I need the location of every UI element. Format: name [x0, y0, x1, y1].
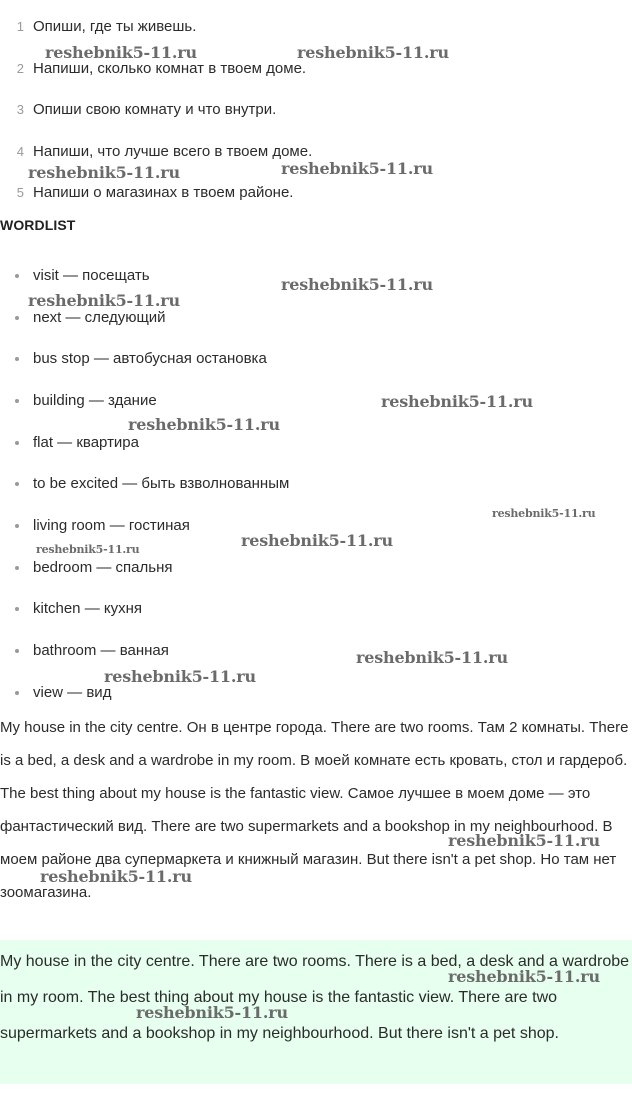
- wordlist-item-text: kitchen — кухня: [33, 600, 142, 617]
- watermark: reshebnik5-11.ru: [40, 867, 192, 886]
- task-number: 1: [16, 19, 24, 34]
- wordlist-item-text: living room — гостиная: [33, 517, 190, 534]
- bullet-icon: [15, 482, 19, 486]
- bullet-icon: [15, 357, 19, 361]
- wordlist-item-text: visit — посещать: [33, 267, 150, 284]
- watermark: reshebnik5-11.ru: [128, 415, 280, 434]
- bullet-icon: [15, 691, 19, 695]
- bullet-icon: [15, 274, 19, 278]
- watermark: reshebnik5-11.ru: [45, 43, 197, 62]
- watermark: reshebnik5-11.ru: [492, 507, 596, 520]
- bullet-icon: [15, 399, 19, 403]
- watermark: reshebnik5-11.ru: [381, 392, 533, 411]
- watermark: reshebnik5-11.ru: [281, 159, 433, 178]
- bullet-icon: [15, 566, 19, 570]
- bullet-icon: [15, 524, 19, 528]
- task-text: Напиши о магазинах в твоем районе.: [33, 184, 294, 201]
- bullet-icon: [15, 607, 19, 611]
- watermark: reshebnik5-11.ru: [28, 163, 180, 182]
- watermark: reshebnik5-11.ru: [36, 543, 140, 556]
- bullet-icon: [15, 316, 19, 320]
- task-number: 5: [16, 185, 24, 200]
- watermark: reshebnik5-11.ru: [281, 275, 433, 294]
- watermark: reshebnik5-11.ru: [448, 831, 600, 850]
- bullet-icon: [15, 441, 19, 445]
- watermark: reshebnik5-11.ru: [448, 967, 600, 986]
- task-number: 3: [16, 102, 24, 117]
- answer-text: My house in the city centre. There are two rooms. There is a bed, a desk and a wardrobe in my room. The best thing about my house is the fantastic view. There are two supermarkets and a bookshop in my neighbourhood. But there isn't a pet shop.: [0, 953, 630, 1042]
- task-text: Напиши, сколько комнат в твоем доме.: [33, 60, 307, 77]
- task-text: Напиши, что лучше всего в твоем доме.: [33, 143, 313, 160]
- wordlist-item-text: flat — квартира: [33, 434, 139, 451]
- watermark: reshebnik5-11.ru: [28, 291, 180, 310]
- task-text: Опиши свою комнату и что внутри.: [33, 101, 277, 118]
- watermark: reshebnik5-11.ru: [297, 43, 449, 62]
- watermark: reshebnik5-11.ru: [136, 1003, 288, 1022]
- task-text: Опиши, где ты живешь.: [33, 18, 197, 35]
- answer-block: [0, 940, 632, 1084]
- task-number: 2: [16, 61, 24, 76]
- bilingual-text: My house in the city centre. Он в центре города. There are two rooms. Там 2 комнаты. There is a bed, a desk and a wardrobe in my room. В моей комнате есть кровать, стол и гардероб. The best thing about my house is the fantastic view. Самое лучшее в моем доме — это фантастический вид. There are two supermarkets and a bookshop in my neighbourhood. В моем районе два супермаркета и книжный магазин. But there isn't a pet shop. Но там нет зоомагазина.: [0, 719, 629, 901]
- wordlist-item-text: next — следующий: [33, 309, 166, 326]
- wordlist-item-text: bedroom — спальня: [33, 559, 173, 576]
- wordlist-item-text: view — вид: [33, 684, 112, 701]
- bullet-icon: [15, 649, 19, 653]
- watermark: reshebnik5-11.ru: [356, 648, 508, 667]
- wordlist-item-text: bus stop — автобусная остановка: [33, 350, 267, 367]
- watermark: reshebnik5-11.ru: [241, 531, 393, 550]
- wordlist-item-text: building — здание: [33, 392, 157, 409]
- wordlist-item-text: bathroom — ванная: [33, 642, 169, 659]
- wordlist-heading: WORDLIST: [0, 217, 76, 233]
- task-number: 4: [16, 144, 24, 159]
- watermark: reshebnik5-11.ru: [104, 667, 256, 686]
- wordlist-item-text: to be excited — быть взволнованным: [33, 475, 290, 492]
